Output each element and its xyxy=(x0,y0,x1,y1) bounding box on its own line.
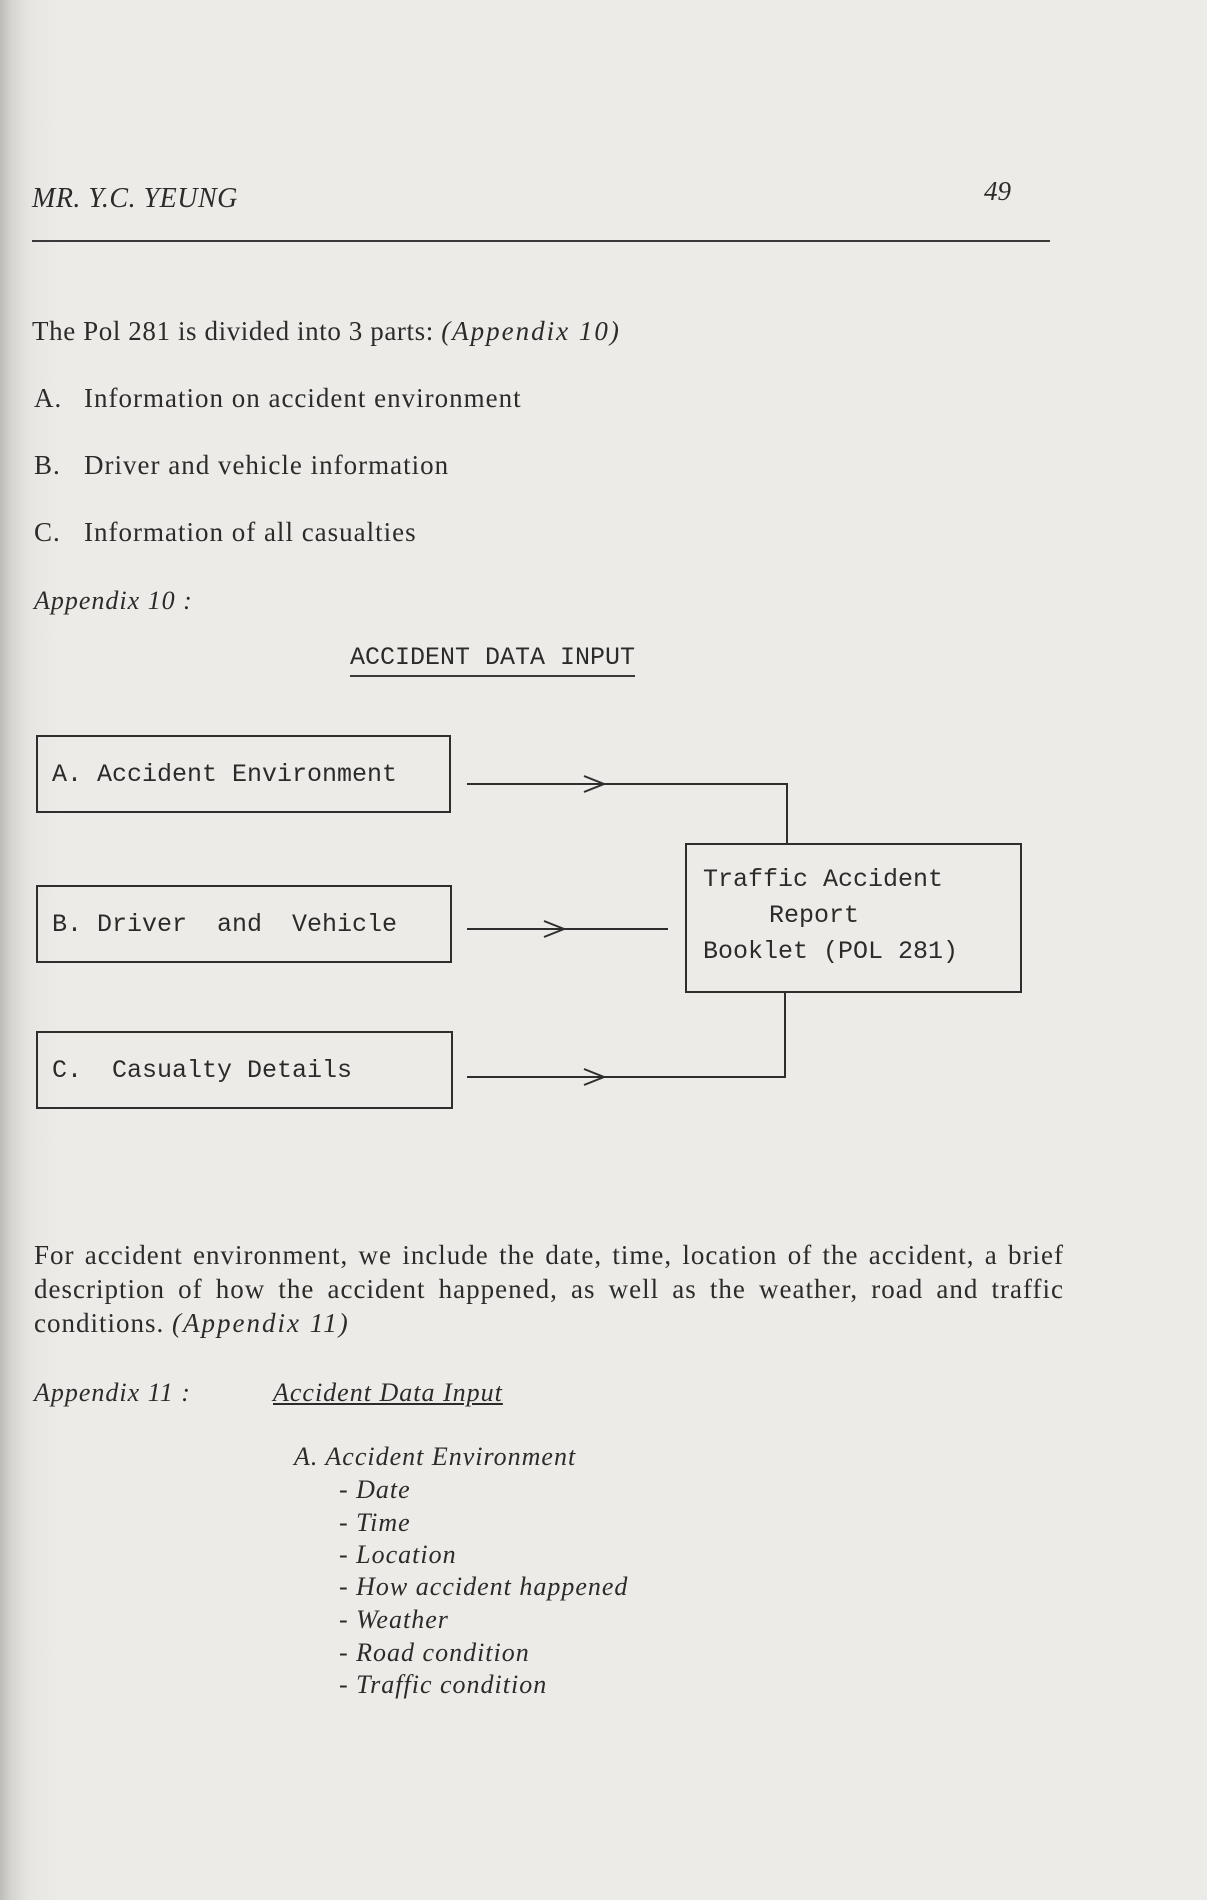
diagram-box-label: C. Casualty Details xyxy=(52,1055,353,1085)
intro-appendix-ref: (Appendix 10) xyxy=(441,316,621,346)
part-letter: A. xyxy=(34,383,63,413)
report-booklet-line-2: Report xyxy=(769,901,860,930)
part-letter: C. xyxy=(34,517,61,547)
appendix-11-section: A. Accident Environment xyxy=(294,1442,577,1471)
paragraph-text: For accident environment, we include the date, time, location of the accident, a brief description of how the accident happened, as well as the weather, road and traffic conditions. xyxy=(34,1240,1064,1338)
appendix-11-label: Appendix 11 : xyxy=(34,1378,191,1407)
connector-a-line xyxy=(467,784,787,845)
page-number: 49 xyxy=(984,176,1011,206)
part-text: Information of all casualties xyxy=(84,517,417,547)
list-item: - How accident happened xyxy=(339,1572,629,1601)
report-booklet-line-1: Traffic Accident xyxy=(703,865,944,894)
connector-c-line xyxy=(467,992,785,1077)
appendix-11-title: Accident Data Input xyxy=(273,1378,503,1407)
list-item: - Time xyxy=(339,1508,411,1537)
intro-text: The Pol 281 is divided into 3 parts: xyxy=(32,316,442,346)
diagram-title: ACCIDENT DATA INPUT xyxy=(350,643,635,677)
report-booklet-line-3: Booklet (POL 281) xyxy=(703,937,959,966)
diagram-box-label: B. Driver and Vehicle xyxy=(52,909,398,939)
paragraph-appendix-ref: (Appendix 11) xyxy=(172,1308,350,1338)
diagram-box-label: A. Accident Environment xyxy=(52,759,398,789)
part-letter: B. xyxy=(34,450,61,480)
list-item: - Weather xyxy=(339,1605,449,1634)
list-item: - Road condition xyxy=(339,1638,530,1667)
list-item: - Date xyxy=(339,1475,411,1504)
list-item: - Traffic condition xyxy=(339,1670,548,1699)
running-header-author: MR. Y.C. YEUNG xyxy=(32,183,238,214)
part-text: Driver and vehicle information xyxy=(84,450,450,480)
appendix-10-label: Appendix 10 : xyxy=(34,586,193,615)
part-text: Information on accident environment xyxy=(84,383,522,413)
list-item: - Location xyxy=(339,1540,457,1569)
body-paragraph xyxy=(34,1238,1064,1340)
